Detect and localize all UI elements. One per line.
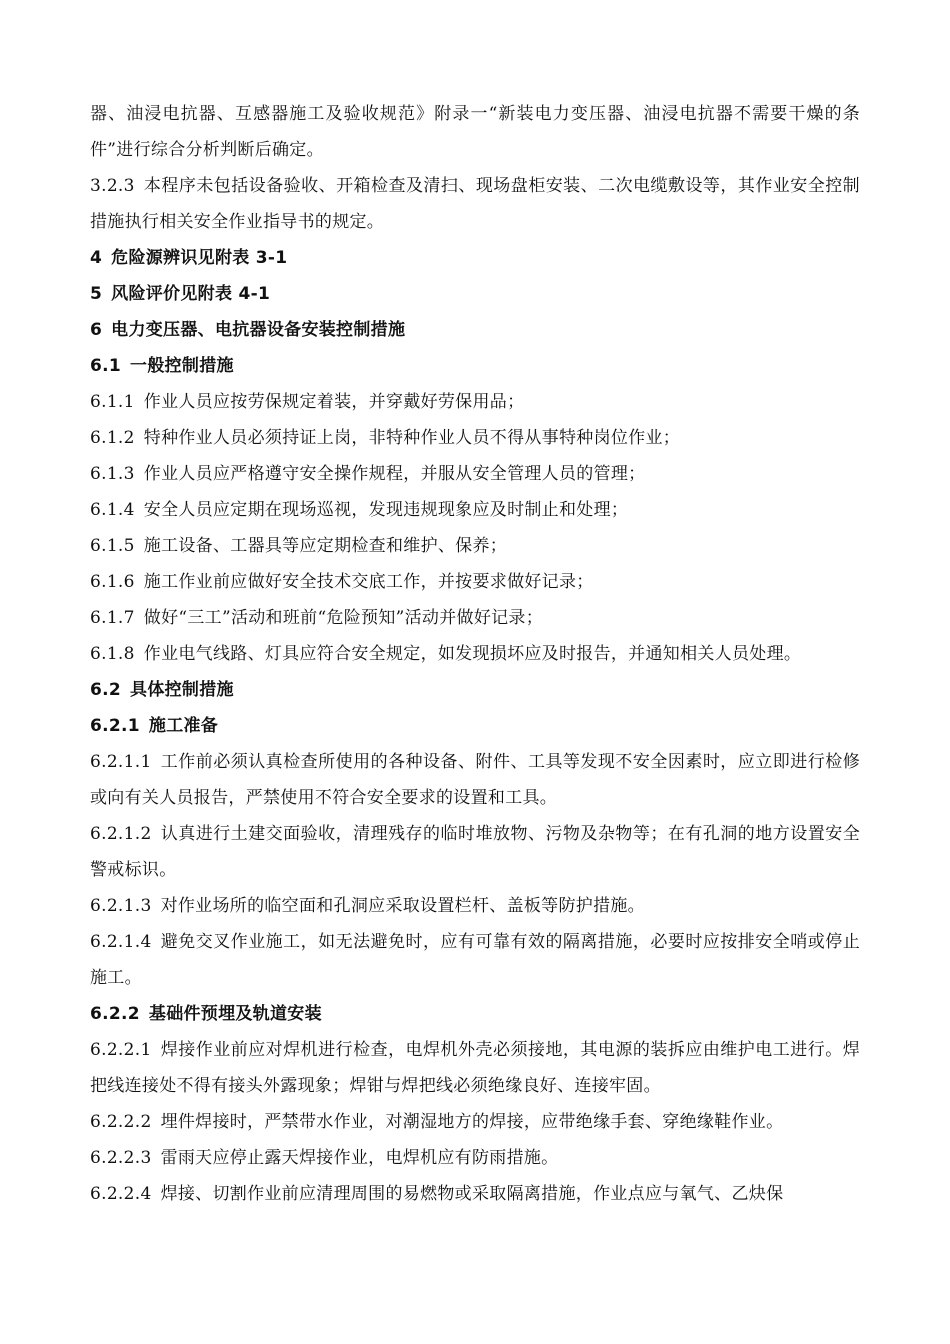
paragraph-text: 安全人员应定期在现场巡视，发现违规现象应及时制止和处理； bbox=[143, 500, 629, 520]
clause-number: 6.1.6 bbox=[90, 572, 135, 592]
paragraph-6-2-2-1 bbox=[90, 1032, 860, 1104]
paragraph-6-1-4 bbox=[90, 492, 860, 528]
paragraph-text: 作业人员应严格遵守安全操作规程，并服从安全管理人员的管理； bbox=[143, 464, 646, 484]
section-heading-6-2 bbox=[90, 672, 860, 708]
clause-number: 6.2.2.4 bbox=[90, 1184, 152, 1204]
paragraph-text: 器、油浸电抗器、互感器施工及验收规范》附录一“新装电力变压器、油浸电抗器不需要干燥的条件”进行综合分析判断后确定。 bbox=[90, 104, 860, 160]
section-title: 危险源辨识见附表 3-1 bbox=[111, 248, 288, 268]
section-title: 一般控制措施 bbox=[130, 356, 234, 376]
paragraph-6-1-2 bbox=[90, 420, 860, 456]
section-number: 6.2.1 bbox=[90, 716, 140, 736]
paragraph-6-1-6 bbox=[90, 564, 860, 600]
paragraph-6-1-1 bbox=[90, 384, 860, 420]
paragraph-6-1-3 bbox=[90, 456, 860, 492]
paragraph-6-2-1-3 bbox=[90, 888, 860, 924]
paragraph-text: 焊接作业前应对焊机进行检查，电焊机外壳必须接地，其电源的装拆应由维护电工进行。焊把线连接处不得有接头外露现象；焊钳与焊把线必须绝缘良好、连接牢固。 bbox=[90, 1040, 860, 1096]
section-heading-6-2-2 bbox=[90, 996, 860, 1032]
clause-number: 3.2.3 bbox=[90, 176, 135, 196]
paragraph-text: 认真进行土建交面验收，清理残存的临时堆放物、污物及杂物等；在有孔洞的地方设置安全警戒标识。 bbox=[90, 824, 860, 880]
paragraph-text: 作业人员应按劳保规定着装，并穿戴好劳保用品； bbox=[143, 392, 525, 412]
clause-number: 6.2.1.2 bbox=[90, 824, 152, 844]
clause-number: 6.1.1 bbox=[90, 392, 135, 412]
paragraph-text: 特种作业人员必须持证上岗，非特种作业人员不得从事特种岗位作业； bbox=[143, 428, 681, 448]
paragraph-6-2-1-2 bbox=[90, 816, 860, 888]
paragraph-6-2-1-1 bbox=[90, 744, 860, 816]
paragraph-text: 本程序未包括设备验收、开箱检查及清扫、现场盘柜安装、二次电缆敷设等，其作业安全控制措施执行相关安全作业指导书的规定。 bbox=[90, 176, 860, 232]
clause-number: 6.2.2.1 bbox=[90, 1040, 152, 1060]
section-title: 基础件预埋及轨道安装 bbox=[148, 1004, 322, 1024]
document-body bbox=[90, 96, 860, 1212]
section-heading-5 bbox=[90, 276, 860, 312]
section-title: 风险评价见附表 4-1 bbox=[111, 284, 271, 304]
section-number: 6.2.2 bbox=[90, 1004, 140, 1024]
paragraph-6-2-1-4 bbox=[90, 924, 860, 996]
section-title: 具体控制措施 bbox=[130, 680, 234, 700]
clause-number: 6.1.3 bbox=[90, 464, 135, 484]
paragraph-text: 雷雨天应停止露天焊接作业，电焊机应有防雨措施。 bbox=[160, 1148, 559, 1168]
clause-number: 6.2.1.4 bbox=[90, 932, 152, 952]
clause-number: 6.2.2.2 bbox=[90, 1112, 152, 1132]
section-heading-6-2-1 bbox=[90, 708, 860, 744]
paragraph-6-1-8 bbox=[90, 636, 860, 672]
section-heading-6 bbox=[90, 312, 860, 348]
section-number: 5 bbox=[90, 284, 103, 304]
paragraph-6-1-5 bbox=[90, 528, 860, 564]
clause-number: 6.2.1.3 bbox=[90, 896, 152, 916]
paragraph-6-1-7 bbox=[90, 600, 860, 636]
section-number: 6 bbox=[90, 320, 103, 340]
section-number: 6.2 bbox=[90, 680, 122, 700]
paragraph-6-2-2-4 bbox=[90, 1176, 860, 1212]
paragraph-text: 施工作业前应做好安全技术交底工作，并按要求做好记录； bbox=[143, 572, 594, 592]
clause-number: 6.1.5 bbox=[90, 536, 135, 556]
paragraph-text: 焊接、切割作业前应清理周围的易燃物或采取隔离措施，作业点应与氧气、乙炔保 bbox=[160, 1184, 784, 1204]
paragraph-6-2-2-2 bbox=[90, 1104, 860, 1140]
clause-number: 6.1.4 bbox=[90, 500, 135, 520]
clause-number: 6.2.2.3 bbox=[90, 1148, 152, 1168]
clause-number: 6.2.1.1 bbox=[90, 752, 152, 772]
section-title: 施工准备 bbox=[148, 716, 219, 736]
clause-number: 6.1.7 bbox=[90, 608, 135, 628]
section-title: 电力变压器、电抗器设备安装控制措施 bbox=[111, 320, 406, 340]
paragraph-text: 施工设备、工器具等应定期检查和维护、保养； bbox=[143, 536, 508, 556]
paragraph-text: 埋件焊接时，严禁带水作业，对潮湿地方的焊接，应带绝缘手套、穿绝缘鞋作业。 bbox=[160, 1112, 784, 1132]
clause-number: 6.1.8 bbox=[90, 644, 135, 664]
section-heading-4 bbox=[90, 240, 860, 276]
section-number: 4 bbox=[90, 248, 103, 268]
clause-number: 6.1.2 bbox=[90, 428, 135, 448]
paragraph-text: 避免交叉作业施工，如无法避免时，应有可靠有效的隔离措施，必要时应按排安全哨或停止施工。 bbox=[90, 932, 860, 988]
paragraph-continuation bbox=[90, 96, 860, 168]
paragraph-text: 作业电气线路、灯具应符合安全规定，如发现损坏应及时报告，并通知相关人员处理。 bbox=[143, 644, 802, 664]
paragraph-6-2-2-3 bbox=[90, 1140, 860, 1176]
paragraph-text: 做好“三工”活动和班前“危险预知”活动并做好记录； bbox=[143, 608, 544, 628]
section-heading-6-1 bbox=[90, 348, 860, 384]
paragraph-3-2-3 bbox=[90, 168, 860, 240]
paragraph-text: 工作前必须认真检查所使用的各种设备、附件、工具等发现不安全因素时，应立即进行检修或向有关人员报告，严禁使用不符合安全要求的设置和工具。 bbox=[90, 752, 860, 808]
section-number: 6.1 bbox=[90, 356, 122, 376]
paragraph-text: 对作业场所的临空面和孔洞应采取设置栏杆、盖板等防护措施。 bbox=[160, 896, 645, 916]
